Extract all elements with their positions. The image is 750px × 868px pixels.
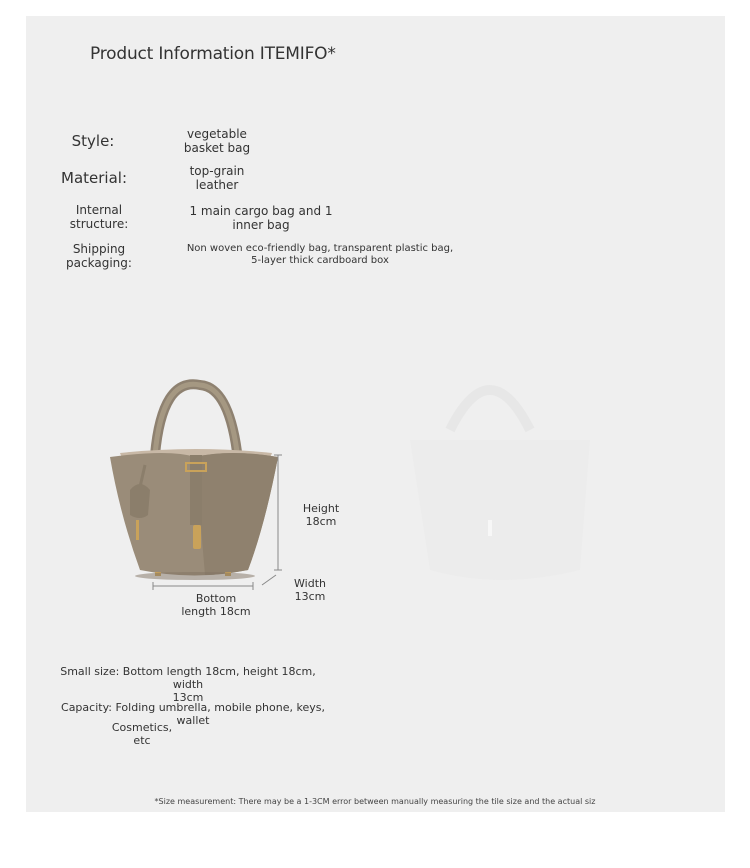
spec-label-shipping-packaging: Shipping packaging: xyxy=(66,242,132,270)
bottom-length-label: Bottom length 18cm xyxy=(181,592,251,618)
size-footnote: *Size measurement: There may be a 1-3CM error between manually measuring the tile size and the actual siz xyxy=(154,797,596,806)
spec-label-style: Style: xyxy=(71,132,115,150)
width-dimension-line xyxy=(262,575,276,585)
width-label: Width 13cm xyxy=(294,577,326,603)
cosmetics-text: Cosmetics, etc xyxy=(111,721,173,747)
spec-value-shipping-packaging: Non woven eco-friendly bag, transparent plastic bag, 5-layer thick cardboard box xyxy=(186,243,454,266)
small-size-text: Small size: Bottom length 18cm, height 18cm, width 13cm xyxy=(60,665,316,704)
spec-value-internal-structure: 1 main cargo bag and 1 inner bag xyxy=(189,204,333,232)
spec-value-style: vegetable basket bag xyxy=(183,127,251,155)
page-title: Product Information ITEMIFO* xyxy=(90,44,336,64)
spec-label-material: Material: xyxy=(61,169,127,187)
capacity-text: Capacity: Folding umbrella, mobile phone, keys, wallet xyxy=(61,701,325,727)
spec-value-material: top-grain leather xyxy=(189,164,245,192)
spec-label-internal-structure: Internal structure: xyxy=(69,203,129,231)
height-label: Height 18cm xyxy=(302,502,340,528)
